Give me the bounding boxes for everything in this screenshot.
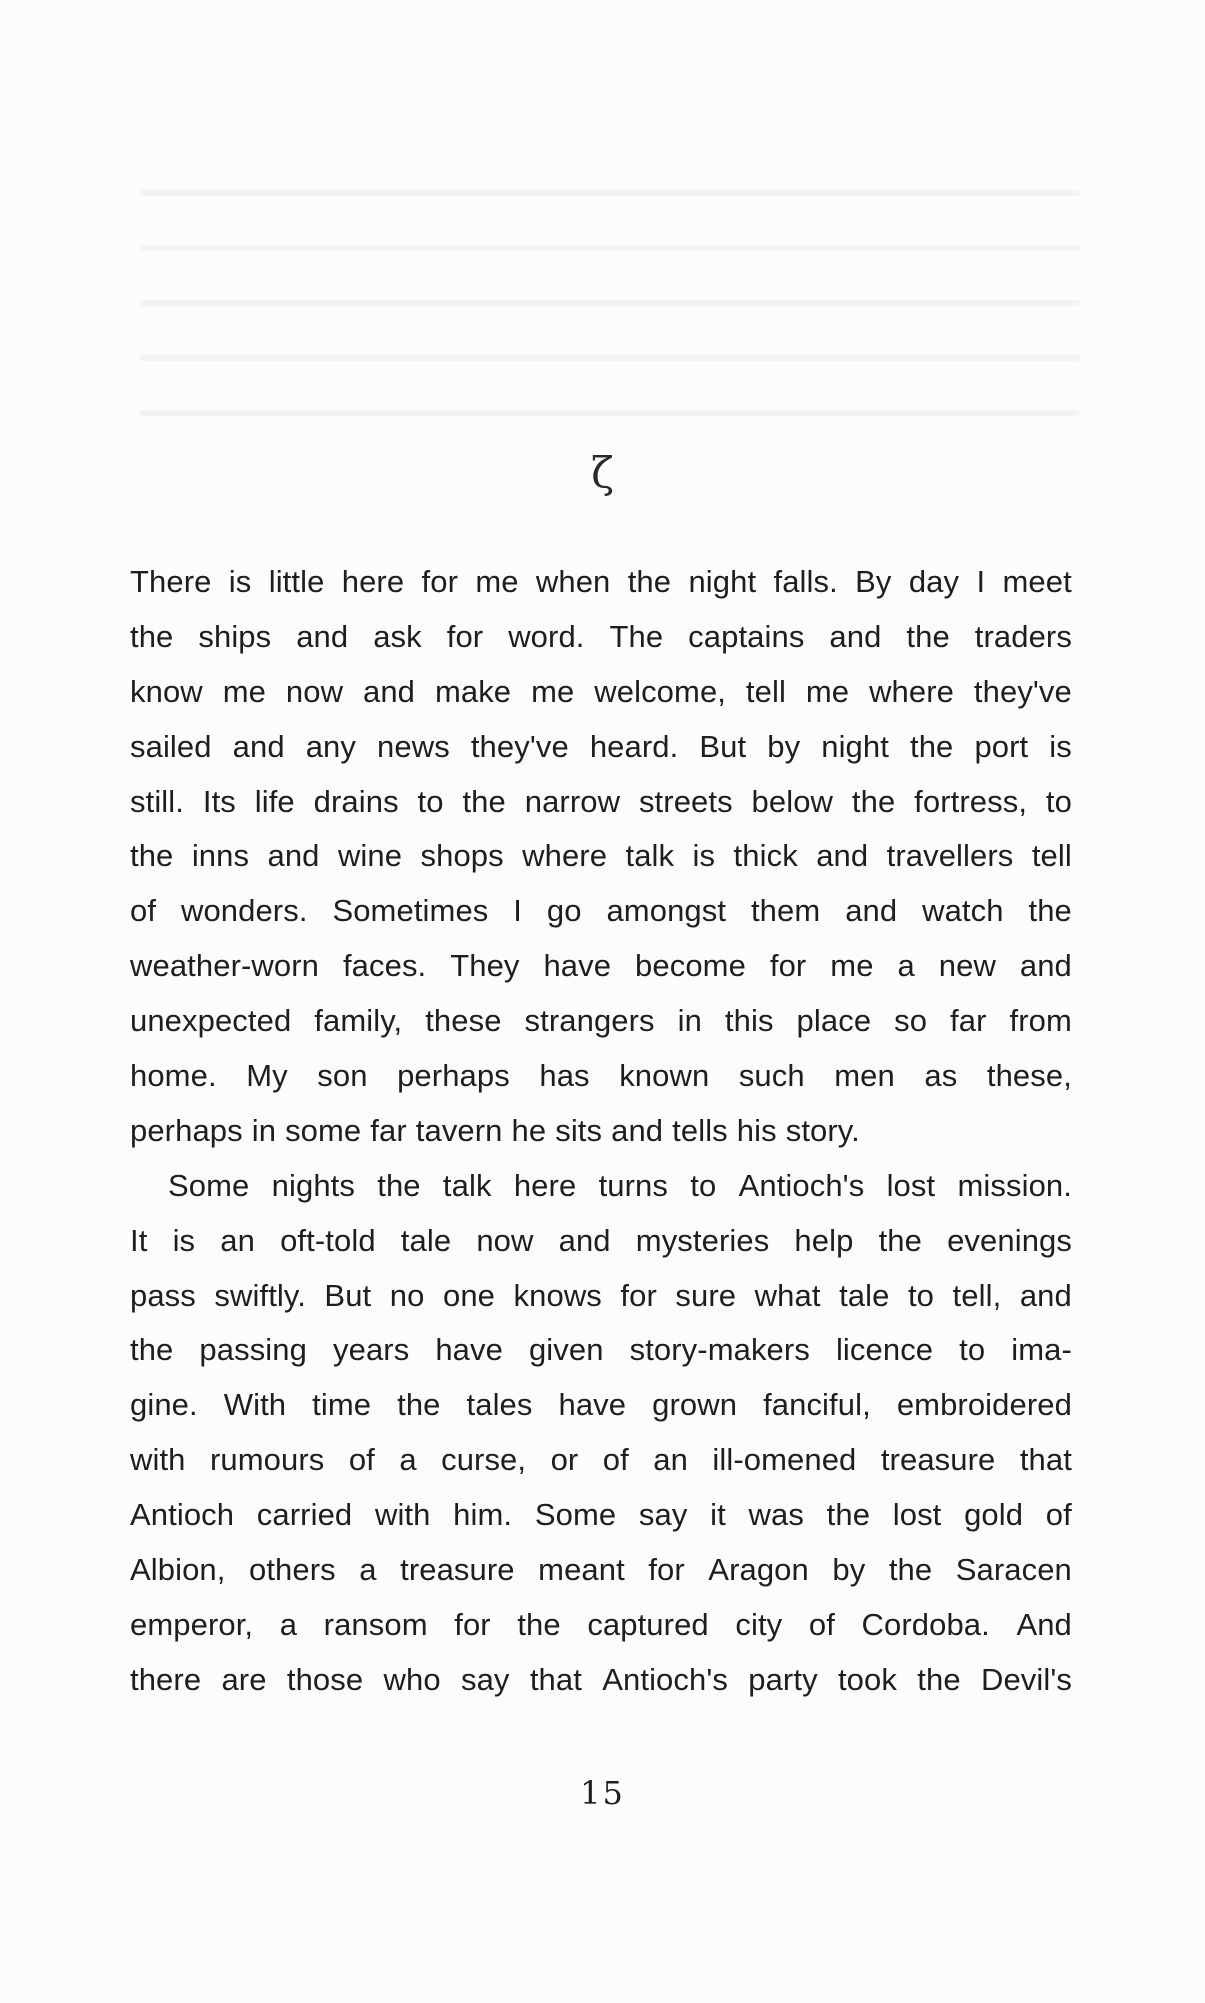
word: The bbox=[609, 618, 664, 654]
word: me bbox=[531, 673, 575, 709]
text-line bbox=[130, 884, 1072, 939]
word: have bbox=[435, 1332, 503, 1368]
word: given bbox=[528, 1332, 604, 1368]
word: night bbox=[688, 564, 757, 599]
word: meet bbox=[1002, 564, 1072, 599]
word: known bbox=[619, 1058, 710, 1094]
word: narrow bbox=[524, 783, 621, 819]
word: talk bbox=[625, 838, 675, 874]
word: fortress, bbox=[914, 783, 1028, 819]
text-line bbox=[130, 720, 1072, 775]
word: and bbox=[829, 618, 882, 654]
show-through-line bbox=[140, 300, 1080, 306]
word: or bbox=[550, 1442, 579, 1478]
word: what bbox=[754, 1277, 821, 1313]
word: far bbox=[370, 1112, 407, 1148]
word: And bbox=[1016, 1606, 1072, 1642]
word: It bbox=[130, 1222, 148, 1258]
word: to bbox=[417, 783, 444, 819]
word: sits bbox=[555, 1112, 603, 1148]
word: Sometimes bbox=[332, 893, 489, 929]
word: with bbox=[130, 1442, 186, 1478]
word: and bbox=[558, 1222, 611, 1258]
word: story. bbox=[785, 1112, 860, 1148]
word: ill-omened bbox=[712, 1442, 857, 1478]
word: home. bbox=[130, 1058, 217, 1094]
word: that bbox=[1019, 1442, 1072, 1478]
word: the bbox=[906, 618, 950, 654]
word: others bbox=[249, 1552, 336, 1588]
word: perhaps bbox=[397, 1058, 510, 1094]
word: tales bbox=[466, 1387, 533, 1423]
word: lost bbox=[886, 1167, 936, 1203]
word: turns bbox=[598, 1167, 668, 1203]
word: tells bbox=[672, 1112, 728, 1148]
word: they've bbox=[470, 728, 569, 764]
word: make bbox=[434, 673, 512, 709]
word: one bbox=[442, 1277, 496, 1313]
word: the bbox=[851, 783, 896, 819]
word: Antioch's bbox=[602, 1661, 728, 1697]
word: port bbox=[974, 728, 1029, 764]
word: say bbox=[638, 1497, 688, 1533]
word: to bbox=[1045, 783, 1072, 819]
word: story-makers bbox=[629, 1332, 810, 1368]
word: me bbox=[830, 948, 874, 984]
word: Antioch's bbox=[738, 1167, 865, 1203]
word: treasure bbox=[400, 1552, 515, 1588]
word: the bbox=[1028, 893, 1072, 929]
word: a bbox=[359, 1552, 377, 1588]
word: curse, bbox=[441, 1442, 527, 1478]
text-line bbox=[130, 555, 1072, 610]
text-line bbox=[130, 1653, 1072, 1708]
word: men bbox=[834, 1058, 895, 1094]
word: I bbox=[513, 893, 522, 929]
word: oft-told bbox=[280, 1222, 376, 1258]
word: captured bbox=[587, 1606, 709, 1642]
word: rumours bbox=[209, 1442, 325, 1478]
word: There bbox=[130, 564, 212, 599]
word: where bbox=[869, 673, 954, 709]
word: nights bbox=[271, 1167, 355, 1203]
word: an bbox=[220, 1222, 255, 1258]
word: ransom bbox=[323, 1606, 428, 1642]
word: no bbox=[389, 1277, 425, 1313]
word: for bbox=[421, 564, 458, 599]
text-line bbox=[130, 1378, 1072, 1433]
word: meant bbox=[538, 1552, 625, 1588]
word: watch bbox=[922, 893, 1004, 929]
word: city bbox=[735, 1606, 783, 1642]
word: embroidered bbox=[896, 1387, 1072, 1423]
text-line bbox=[130, 775, 1072, 830]
word: some bbox=[285, 1112, 362, 1148]
word: lost bbox=[892, 1497, 942, 1533]
word: they've bbox=[973, 673, 1072, 709]
word: family, bbox=[314, 1003, 403, 1039]
word: the bbox=[517, 1606, 561, 1642]
word: day bbox=[908, 564, 960, 599]
word: years bbox=[333, 1332, 410, 1368]
word: the bbox=[888, 1552, 933, 1588]
word: amongst bbox=[606, 893, 727, 929]
word: to bbox=[959, 1332, 986, 1368]
word: still. bbox=[130, 783, 184, 819]
word: night bbox=[821, 728, 889, 764]
word: the bbox=[130, 1332, 174, 1368]
word: know bbox=[130, 673, 203, 709]
word: was bbox=[748, 1497, 804, 1533]
word: those bbox=[286, 1661, 364, 1697]
word: these bbox=[425, 1003, 502, 1039]
word: here bbox=[513, 1167, 577, 1203]
word: weather-worn bbox=[130, 948, 320, 984]
word: the bbox=[826, 1497, 871, 1533]
word: knows bbox=[513, 1277, 602, 1313]
text-line bbox=[130, 1433, 1072, 1488]
word: below bbox=[751, 783, 834, 819]
word: gold bbox=[964, 1497, 1024, 1533]
word: grown bbox=[652, 1387, 738, 1423]
text-line bbox=[130, 1323, 1072, 1378]
word: travellers bbox=[886, 838, 1014, 874]
text-line bbox=[130, 939, 1072, 994]
word: little bbox=[268, 564, 325, 599]
word: in bbox=[251, 1112, 277, 1148]
word: Cordoba. bbox=[861, 1606, 990, 1642]
word: any bbox=[305, 728, 356, 764]
word: party bbox=[748, 1661, 818, 1697]
word: by bbox=[832, 1552, 866, 1588]
text-line bbox=[130, 1598, 1072, 1653]
word: and bbox=[296, 618, 349, 654]
word: me bbox=[222, 673, 266, 709]
word: fanciful, bbox=[763, 1387, 871, 1423]
text-line bbox=[130, 1104, 1072, 1159]
page-number: 15 bbox=[580, 1774, 625, 1812]
word: and bbox=[1019, 1277, 1072, 1313]
word: is bbox=[172, 1222, 196, 1258]
word: They bbox=[450, 948, 520, 984]
word: sailed bbox=[130, 728, 212, 764]
word: a bbox=[399, 1442, 417, 1478]
show-through-line bbox=[140, 190, 1080, 196]
word: for bbox=[769, 948, 807, 984]
text-line bbox=[130, 1214, 1072, 1269]
word: heard. bbox=[589, 728, 679, 764]
word: gine. bbox=[130, 1387, 198, 1423]
word: captains bbox=[688, 618, 805, 654]
word: Saracen bbox=[955, 1552, 1072, 1588]
word: them bbox=[750, 893, 821, 929]
word: he bbox=[511, 1112, 547, 1148]
word: a bbox=[897, 948, 915, 984]
word: Aragon bbox=[708, 1552, 809, 1588]
word: talk bbox=[442, 1167, 492, 1203]
word: took bbox=[837, 1661, 897, 1697]
word: the bbox=[627, 564, 672, 599]
word: there bbox=[130, 1661, 202, 1697]
text-line bbox=[130, 994, 1072, 1049]
word: and bbox=[816, 838, 869, 874]
word: as bbox=[924, 1058, 958, 1094]
word: help bbox=[794, 1222, 854, 1258]
word: and bbox=[362, 673, 416, 709]
text-line bbox=[130, 1269, 1072, 1324]
word: welcome, bbox=[594, 673, 726, 709]
text-line bbox=[130, 1543, 1072, 1598]
word: Its bbox=[202, 783, 236, 819]
word: pass bbox=[130, 1277, 196, 1313]
word: is bbox=[228, 564, 252, 599]
word: the bbox=[377, 1167, 421, 1203]
word: shops bbox=[420, 838, 504, 874]
word: the bbox=[917, 1661, 961, 1697]
word: wine bbox=[337, 838, 403, 874]
word: son bbox=[317, 1058, 368, 1094]
word: news bbox=[377, 728, 450, 764]
word: of bbox=[602, 1442, 629, 1478]
text-line bbox=[130, 829, 1072, 884]
show-through-line bbox=[140, 355, 1080, 361]
word: But bbox=[324, 1277, 372, 1313]
word: time bbox=[312, 1387, 372, 1423]
word: is bbox=[692, 838, 716, 874]
word: these, bbox=[986, 1058, 1072, 1094]
word: in bbox=[677, 1003, 702, 1039]
text-line bbox=[130, 1488, 1072, 1543]
word: the bbox=[878, 1222, 922, 1258]
word: by bbox=[767, 728, 801, 764]
word: so bbox=[894, 1003, 928, 1039]
word: swiftly. bbox=[214, 1277, 306, 1313]
word: Some bbox=[534, 1497, 617, 1533]
word: new bbox=[938, 948, 996, 984]
word: and bbox=[232, 728, 285, 764]
word: wonders. bbox=[180, 893, 308, 929]
word: who bbox=[383, 1661, 441, 1697]
word: for bbox=[454, 1606, 491, 1642]
word: By bbox=[855, 564, 892, 599]
word: life bbox=[254, 783, 295, 819]
word: an bbox=[653, 1442, 688, 1478]
word: Devil's bbox=[980, 1661, 1072, 1697]
word: the bbox=[130, 618, 174, 654]
word: But bbox=[699, 728, 747, 764]
word: word. bbox=[508, 618, 585, 654]
word: perhaps bbox=[130, 1112, 243, 1148]
word: strangers bbox=[524, 1003, 655, 1039]
word: it bbox=[710, 1497, 726, 1533]
text-line bbox=[130, 1159, 1072, 1214]
word: and bbox=[845, 893, 898, 929]
word: to bbox=[907, 1277, 935, 1313]
word: him. bbox=[453, 1497, 513, 1533]
text-line bbox=[130, 665, 1072, 720]
word: go bbox=[546, 893, 582, 929]
word: Albion, bbox=[130, 1552, 226, 1588]
word: and bbox=[611, 1112, 664, 1148]
word: I bbox=[976, 564, 986, 599]
word: ships bbox=[198, 618, 272, 654]
word: ask bbox=[373, 618, 422, 654]
word: tell bbox=[1031, 838, 1072, 874]
word: tell, bbox=[952, 1277, 1002, 1313]
word: mission. bbox=[957, 1167, 1072, 1203]
word: faces. bbox=[342, 948, 427, 984]
word: and bbox=[267, 838, 320, 874]
word: to bbox=[690, 1167, 717, 1203]
word: evenings bbox=[947, 1222, 1072, 1258]
word: the bbox=[397, 1387, 441, 1423]
word: the bbox=[130, 838, 174, 874]
word: traders bbox=[974, 618, 1072, 654]
word: are bbox=[221, 1661, 267, 1697]
word: Antioch bbox=[130, 1497, 235, 1533]
word: of bbox=[1045, 1497, 1072, 1533]
word: have bbox=[543, 948, 612, 984]
word: the bbox=[910, 728, 954, 764]
word: place bbox=[796, 1003, 872, 1039]
word: when bbox=[535, 564, 611, 599]
word: now bbox=[285, 673, 344, 709]
word: now bbox=[476, 1222, 534, 1258]
word: and bbox=[1019, 948, 1072, 984]
word: has bbox=[539, 1058, 590, 1094]
word: ima- bbox=[1011, 1332, 1072, 1368]
word: of bbox=[348, 1442, 375, 1478]
word: a bbox=[279, 1606, 298, 1642]
word: for bbox=[446, 618, 484, 654]
word: tale bbox=[839, 1277, 890, 1313]
word: such bbox=[738, 1058, 805, 1094]
word: streets bbox=[638, 783, 733, 819]
word: that bbox=[529, 1661, 582, 1697]
word: passing bbox=[199, 1332, 307, 1368]
word: Some bbox=[168, 1167, 250, 1203]
word: where bbox=[522, 838, 608, 874]
word: with bbox=[374, 1497, 431, 1533]
word: say bbox=[460, 1661, 510, 1697]
section-symbol: ζ bbox=[591, 448, 614, 497]
word: tavern bbox=[415, 1112, 503, 1148]
word: falls. bbox=[773, 564, 838, 599]
body-text bbox=[130, 555, 1072, 1708]
word: thick bbox=[733, 838, 798, 874]
word: of bbox=[130, 893, 157, 929]
word: emperor, bbox=[130, 1606, 254, 1642]
show-through-line bbox=[140, 245, 1080, 251]
word: My bbox=[246, 1058, 288, 1094]
word: me bbox=[805, 673, 850, 709]
word: the bbox=[462, 783, 506, 819]
word: for bbox=[648, 1552, 685, 1588]
word: inns bbox=[191, 838, 250, 874]
word: unexpected bbox=[130, 1003, 292, 1039]
word: me bbox=[475, 564, 519, 599]
word: licence bbox=[835, 1332, 934, 1368]
word: drains bbox=[313, 783, 399, 819]
word: sure bbox=[675, 1277, 737, 1313]
word: of bbox=[808, 1606, 835, 1642]
word: from bbox=[1009, 1003, 1072, 1039]
word: for bbox=[620, 1277, 657, 1313]
word: this bbox=[724, 1003, 774, 1039]
word: mysteries bbox=[635, 1222, 770, 1258]
word: tell bbox=[745, 673, 786, 709]
word: tale bbox=[400, 1222, 452, 1258]
word: carried bbox=[256, 1497, 353, 1533]
word: is bbox=[1049, 728, 1072, 764]
word: have bbox=[558, 1387, 627, 1423]
text-line bbox=[130, 610, 1072, 665]
word: With bbox=[223, 1387, 287, 1423]
text-line bbox=[130, 1049, 1072, 1104]
word: treasure bbox=[880, 1442, 996, 1478]
word: become bbox=[635, 948, 746, 984]
word: here bbox=[341, 564, 405, 599]
word: far bbox=[950, 1003, 987, 1039]
word: his bbox=[736, 1112, 777, 1148]
show-through-line bbox=[140, 410, 1080, 416]
